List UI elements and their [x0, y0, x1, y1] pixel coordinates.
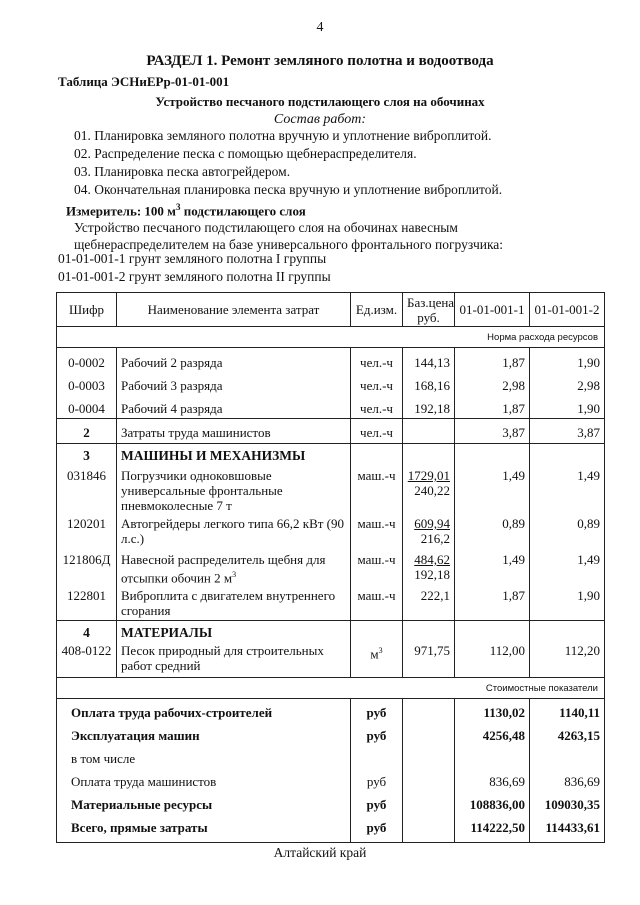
- group-title: МАТЕРИАЛЫ: [117, 621, 351, 642]
- band-costs: Стоимостные показатели: [57, 678, 605, 699]
- cell-price: 144,13: [403, 348, 455, 373]
- band-resources-row: [57, 327, 605, 348]
- cell-unit: чел.-ч: [351, 395, 403, 419]
- cell-code: 3: [57, 444, 117, 465]
- cell-v1: 1,87: [455, 348, 530, 373]
- cell-v1: 2,98: [455, 372, 530, 395]
- total-v1: 108836,00: [455, 791, 530, 814]
- band-resources: Норма расхода ресурсов: [57, 327, 605, 348]
- cell-v1: 1,87: [455, 395, 530, 419]
- total-v2: 4263,15: [530, 722, 605, 745]
- header-col2: 01-01-001-2: [530, 293, 605, 327]
- cell-price: 484,62 192,18: [403, 550, 455, 586]
- cell-name: Затраты труда машинистов: [117, 419, 351, 444]
- cell-name: Рабочий 2 разряда: [117, 348, 351, 373]
- cell-code: 0-0003: [57, 372, 117, 395]
- cell-code: 0-0004: [57, 395, 117, 419]
- composition-heading: Состав работ:: [273, 112, 367, 127]
- cell-v2: 0,89: [530, 514, 605, 550]
- cell-unit: маш.-ч: [351, 514, 403, 550]
- page-number: 4: [316, 20, 324, 35]
- total-name: Оплата труда машинистов: [57, 768, 351, 791]
- group-title: МАШИНЫ И МЕХАНИЗМЫ: [117, 444, 351, 465]
- total-v2: 114433,61: [530, 814, 605, 843]
- cell-v2: 2,98: [530, 372, 605, 395]
- total-unit: руб: [351, 699, 403, 723]
- total-v1: 1130,02: [455, 699, 530, 723]
- table-row: [57, 550, 605, 586]
- total-row: [57, 745, 605, 768]
- table-row: [57, 395, 605, 419]
- total-row: [57, 699, 605, 723]
- total-name: в том числе: [57, 745, 351, 768]
- cell-v2: 1,49: [530, 550, 605, 586]
- table-row-machinist: [57, 419, 605, 444]
- header-code: Шифр: [57, 293, 117, 327]
- description: Устройство песчаного подстилающего слоя на обочинах навесным щебнераспределителем на базе универсального фронтального погрузчика:: [74, 220, 504, 252]
- cell-unit: чел.-ч: [351, 372, 403, 395]
- measure-unit: Измеритель: 100 $м^3$ подстилающего слоя: [66, 202, 306, 219]
- cell-v2: 1,90: [530, 586, 605, 621]
- cell-v1: 1,87: [455, 586, 530, 621]
- cell-price: 609,94 216,2: [403, 514, 455, 550]
- header-base-price: Баз.цена руб.: [403, 293, 455, 327]
- total-v2: 109030,35: [530, 791, 605, 814]
- table-row: [57, 464, 605, 514]
- cell-price: 971,75: [403, 641, 455, 678]
- cell-code: 121806Д: [57, 550, 117, 586]
- table-row: [57, 586, 605, 621]
- cell-code: 120201: [57, 514, 117, 550]
- table-row: [57, 372, 605, 395]
- footer-region: Алтайский край: [273, 845, 367, 860]
- cell-v1: 1,49: [455, 464, 530, 514]
- total-v2: 1140,11: [530, 699, 605, 723]
- resource-table: [56, 292, 605, 843]
- total-unit: руб: [351, 768, 403, 791]
- group-row-machines: [57, 444, 605, 465]
- cell-unit: чел.-ч: [351, 419, 403, 444]
- header-unit: Ед.изм.: [351, 293, 403, 327]
- table-code: Таблица ЭСНиЕРр-01-01-001: [58, 74, 230, 89]
- cell-code: 408-0122: [57, 641, 117, 678]
- cell-name: Песок природный для строительных работ средний: [117, 641, 351, 678]
- cell-price: 168,16: [403, 372, 455, 395]
- total-name: Материальные ресурсы: [57, 791, 351, 814]
- cell-name: Виброплита с двигателем внутреннего сгорания: [117, 586, 351, 621]
- cell-v2: 1,49: [530, 464, 605, 514]
- cell-v1: 1,49: [455, 550, 530, 586]
- cell-v2: 1,90: [530, 395, 605, 419]
- table-row: [57, 348, 605, 373]
- total-unit: [351, 745, 403, 768]
- cell-unit: маш.-ч: [351, 464, 403, 514]
- total-row: [57, 722, 605, 745]
- total-row: [57, 814, 605, 843]
- cell-unit: маш.-ч: [351, 586, 403, 621]
- cell-v1: 0,89: [455, 514, 530, 550]
- total-v1: 114222,50: [455, 814, 530, 843]
- variant-line: 01-01-001-2 грунт земляного полотна II группы: [58, 269, 331, 284]
- cell-unit: чел.-ч: [351, 348, 403, 373]
- cell-code: 0-0002: [57, 348, 117, 373]
- total-v1: [455, 745, 530, 768]
- header-col1: 01-01-001-1: [455, 293, 530, 327]
- cell-v2: 112,20: [530, 641, 605, 678]
- work-item: 04. Окончательная планировка песка вручную и уплотнение виброплитой.: [74, 182, 503, 197]
- work-item: 01. Планировка земляного полотна вручную и уплотнение виброплитой.: [74, 128, 492, 143]
- table-header-row: [57, 293, 605, 327]
- total-row: [57, 791, 605, 814]
- cell-code: 031846: [57, 464, 117, 514]
- cell-unit: маш.-ч: [351, 550, 403, 586]
- total-row: [57, 768, 605, 791]
- total-v1: 4256,48: [455, 722, 530, 745]
- total-v2: [530, 745, 605, 768]
- cell-unit: $м^3$: [351, 641, 403, 678]
- cell-name: Погрузчики одноковшовые универсальные фронтальные пневмоколесные 7 т: [117, 464, 351, 514]
- total-name: Всего, прямые затраты: [57, 814, 351, 843]
- cell-code: 122801: [57, 586, 117, 621]
- cell-name: Рабочий 4 разряда: [117, 395, 351, 419]
- cell-v2: 3,87: [530, 419, 605, 444]
- cell-code: 2: [57, 419, 117, 444]
- variant-line: 01-01-001-1 грунт земляного полотна I группы: [58, 251, 327, 266]
- total-unit: руб: [351, 814, 403, 843]
- work-item: 03. Планировка песка автогрейдером.: [74, 164, 291, 179]
- cell-name: Рабочий 3 разряда: [117, 372, 351, 395]
- table-subtitle: Устройство песчаного подстилающего слоя на обочинах: [155, 94, 485, 109]
- cell-v1: 112,00: [455, 641, 530, 678]
- header-name: Наименование элемента затрат: [117, 293, 351, 327]
- cell-price: 1729,01 240,22: [403, 464, 455, 514]
- cell-price: 192,18: [403, 395, 455, 419]
- cell-v2: 1,90: [530, 348, 605, 373]
- cell-name: Автогрейдеры легкого типа 66,2 кВт (90 л.с.): [117, 514, 351, 550]
- table-row: [57, 514, 605, 550]
- cell-v1: 3,87: [455, 419, 530, 444]
- group-row-materials: [57, 621, 605, 642]
- cell-price: 222,1: [403, 586, 455, 621]
- cell-code: 4: [57, 621, 117, 642]
- total-unit: руб: [351, 791, 403, 814]
- total-v1: 836,69: [455, 768, 530, 791]
- cell-price: [403, 419, 455, 444]
- total-name: Эксплуатация машин: [57, 722, 351, 745]
- work-item: 02. Распределение песка с помощью щебнераспределителя.: [74, 146, 417, 161]
- total-unit: руб: [351, 722, 403, 745]
- section-title: РАЗДЕЛ 1. Ремонт земляного полотна и водоотвода: [146, 53, 494, 69]
- band-costs-row: [57, 678, 605, 699]
- cell-name: Навесной распределитель щебня для отсыпки обочин 2 $м^3$: [117, 550, 351, 586]
- total-name: Оплата труда рабочих-строителей: [57, 699, 351, 723]
- total-v2: 836,69: [530, 768, 605, 791]
- table-row: [57, 641, 605, 678]
